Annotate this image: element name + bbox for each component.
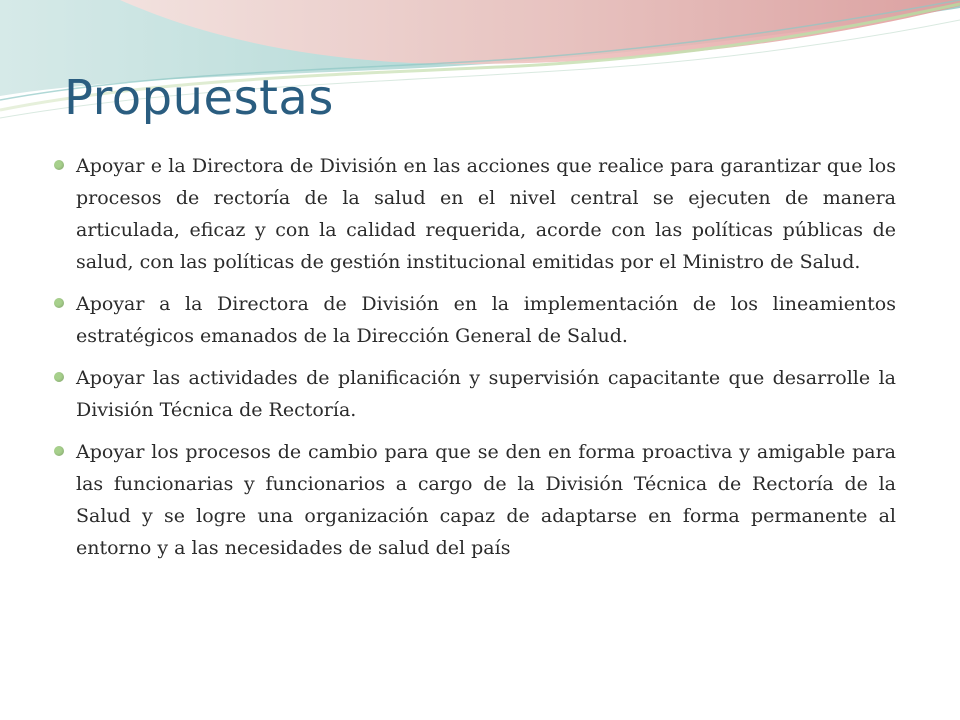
bullet-dot-icon bbox=[54, 160, 64, 170]
bullet-text: Apoyar e la Directora de División en las acciones que realice para garantizar que los procesos de rectoría de la salud en el nivel central se ejecuten de manera articulada, eficaz y con la calidad requerida, acorde con las políticas públicas de salud, con las políticas de gestión institucional emitidas por el Ministro de Salud. bbox=[76, 155, 896, 273]
bullet-text: Apoyar a la Directora de División en la implementación de los lineamientos estratégicos emanados de la Dirección General de Salud. bbox=[76, 293, 896, 347]
slide-title: Propuestas bbox=[64, 70, 334, 126]
bullet-item bbox=[48, 436, 896, 564]
bullet-text: Apoyar las actividades de planificación y supervisión capacitante que desarrolle la División Técnica de Rectoría. bbox=[76, 367, 896, 421]
bullet-dot-icon bbox=[54, 372, 64, 382]
bullet-item bbox=[48, 362, 896, 426]
bullet-dot-icon bbox=[54, 446, 64, 456]
bullet-item bbox=[48, 288, 896, 352]
bullet-item bbox=[48, 150, 896, 278]
bullet-dot-icon bbox=[54, 298, 64, 308]
bullet-list bbox=[48, 150, 896, 574]
bullet-text: Apoyar los procesos de cambio para que se den en forma proactiva y amigable para las funcionarias y funcionarios a cargo de la División Técnica de Rectoría de la Salud y se logre una organización capaz de adaptarse en forma permanente al entorno y a las necesidades de salud del país bbox=[76, 441, 896, 559]
